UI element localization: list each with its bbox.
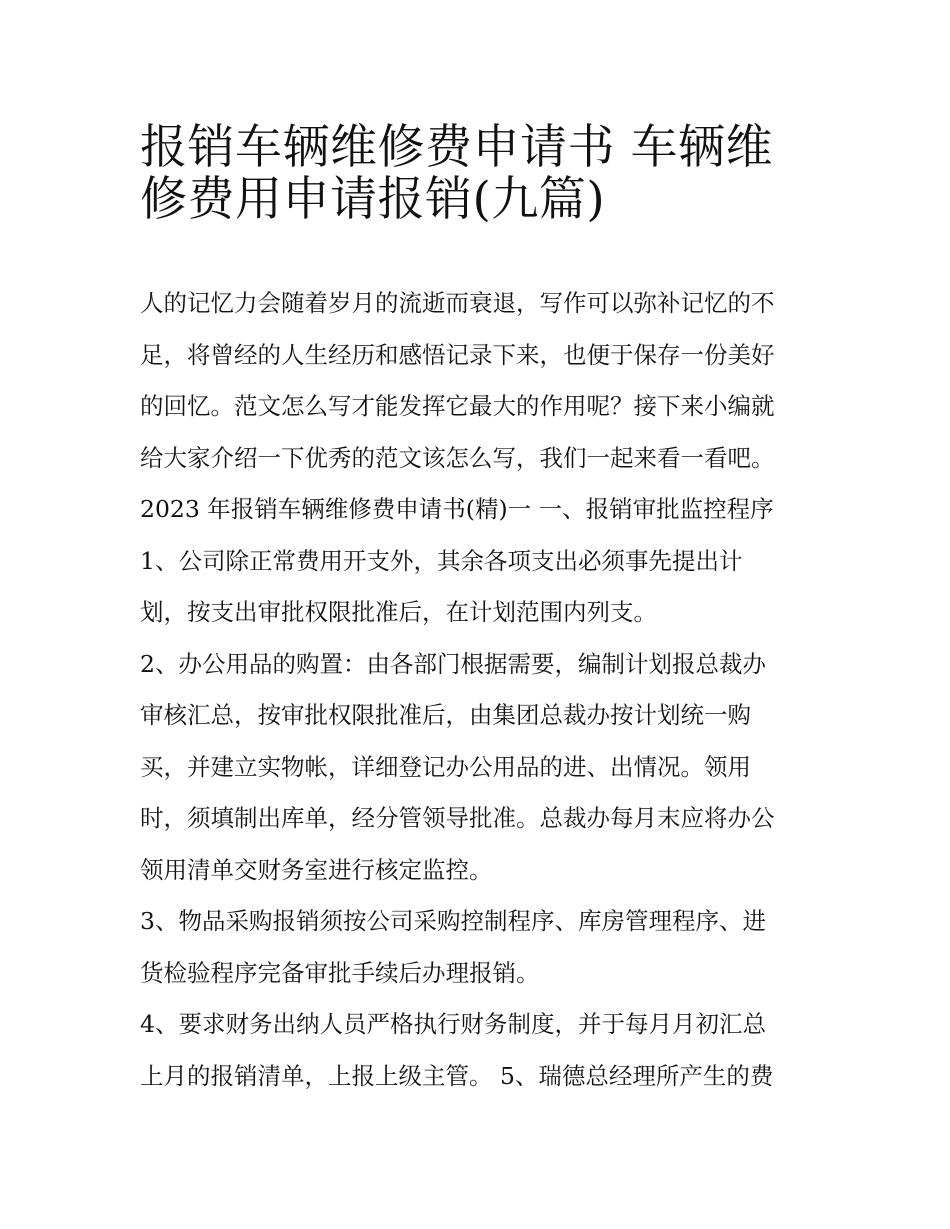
document-body xyxy=(140,278,820,1102)
text-line: 给大家介绍一下优秀的范文该怎么写，我们一起来看一看吧。 xyxy=(140,443,775,472)
document-title xyxy=(140,112,830,227)
text-line: 2、办公用品的购置：由各部门根据需要，编制计划报总裁办 xyxy=(140,649,766,678)
intro-paragraph xyxy=(140,278,820,484)
text-line: 时，须填制出库单，经分管领导批准。总裁办每月末应将办公 xyxy=(140,804,775,832)
text-line: 买，并建立实物帐，详细登记办公用品的进、出情况。领用 xyxy=(140,752,751,781)
section-heading-line xyxy=(140,484,820,536)
title-line: 报销车辆维修费申请书 车辆维 xyxy=(140,120,773,175)
text-line: 1、公司除正常费用开支外，其余各项支出必须事先提出计 xyxy=(140,546,743,575)
text-line: 3、物品采购报销须按公司采购控制程序、库房管理程序、进 xyxy=(140,907,766,935)
list-item-3 xyxy=(140,896,820,999)
text-line: 的回忆。范文怎么写才能发挥它最大的作用呢？接下来小编就 xyxy=(140,392,775,420)
text-line: 上月的报销清单，上报上级主管。 5、瑞德总经理所产生的费 xyxy=(140,1061,774,1090)
list-item-1 xyxy=(140,536,820,639)
list-item-4 xyxy=(140,999,820,1102)
list-item-2 xyxy=(140,639,820,897)
text-line: 足，将曾经的人生经历和感悟记录下来，也便于保存一份美好 xyxy=(140,340,775,369)
title-line: 修费用申请报销(九篇) xyxy=(140,171,606,227)
text-line: 人的记忆力会随着岁月的流逝而衰退，写作可以弥补记忆的不 xyxy=(140,289,775,317)
text-line: 4、要求财务出纳人员严格执行财务制度，并于每月月初汇总 xyxy=(140,1010,766,1038)
text-line: 货检验程序完备审批手续后办理报销。 xyxy=(140,958,540,987)
text-line: 审核汇总，按审批权限批准后，由集团总裁办按计划统一购 xyxy=(140,701,751,729)
text-line: 2023 年报销车辆维修费申请书(精)一 一、报销审批监控程序 xyxy=(140,495,774,523)
text-line: 划，按支出审批权限批准后，在计划范围内列支。 xyxy=(140,598,657,626)
text-line: 领用清单交财务室进行核定监控。 xyxy=(140,855,493,884)
